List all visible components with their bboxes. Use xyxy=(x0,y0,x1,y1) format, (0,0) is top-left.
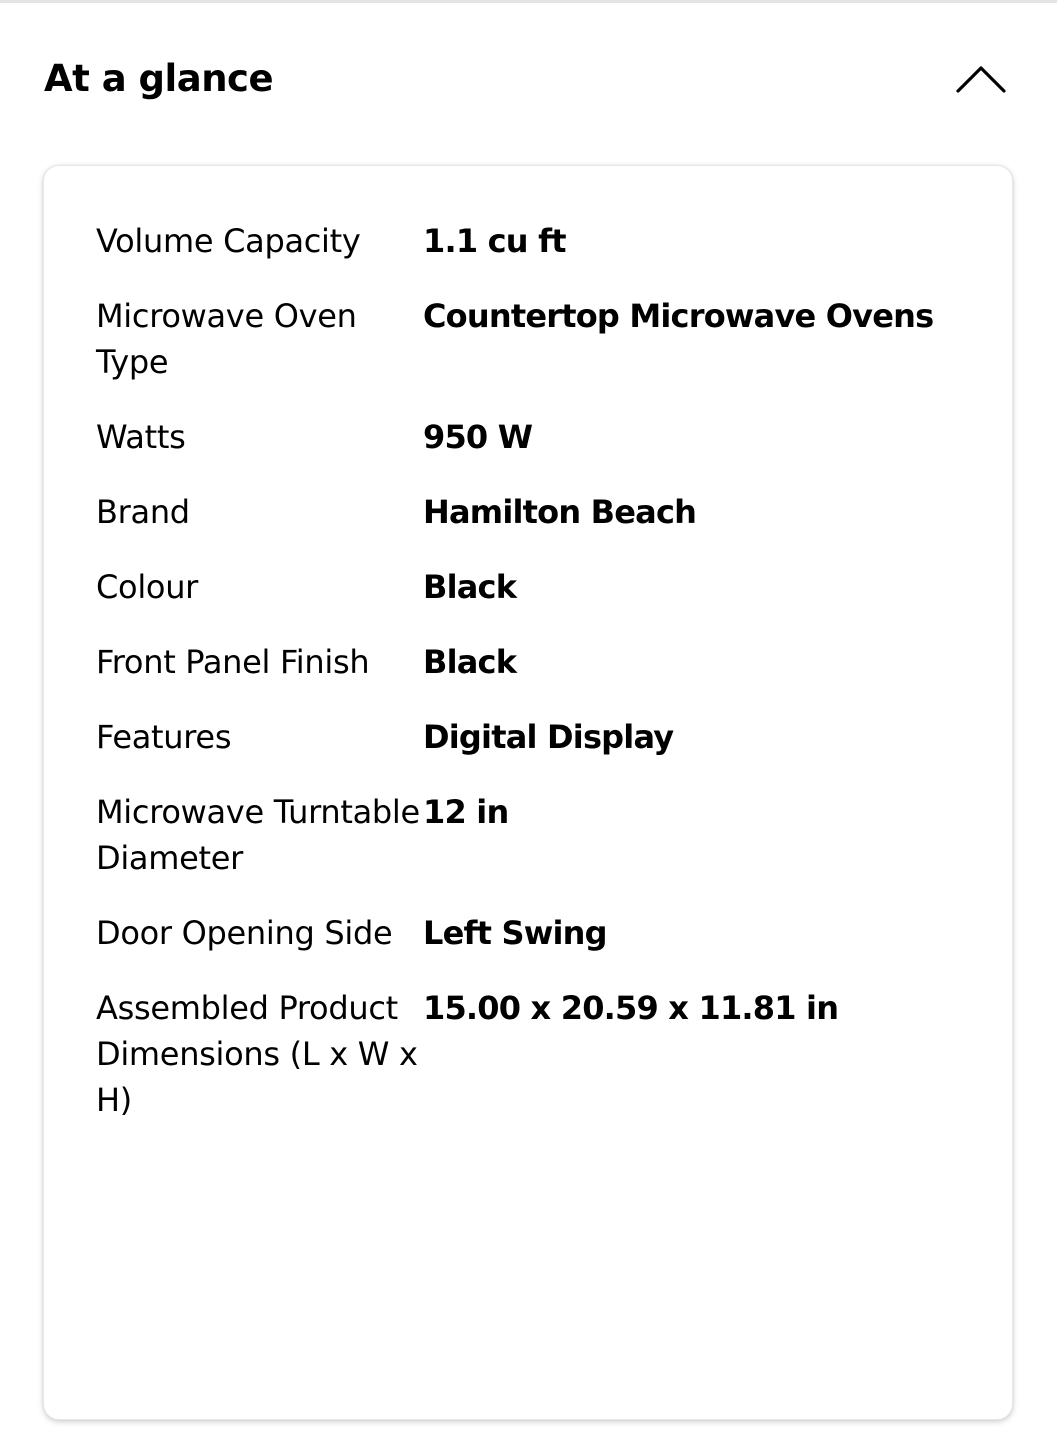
spec-row-assembled-dimensions xyxy=(96,985,992,1123)
specifications-card xyxy=(43,165,1013,1420)
spec-row-door-opening-side xyxy=(96,910,992,956)
spec-value: 950 W xyxy=(423,418,533,456)
spec-row-front-panel-finish xyxy=(96,639,992,685)
section-header[interactable] xyxy=(0,3,1057,155)
spec-label: Microwave Turntable Diameter xyxy=(96,793,420,877)
chevron-up-icon xyxy=(955,64,1007,94)
spec-value: Hamilton Beach xyxy=(423,493,697,531)
spec-row-microwave-oven-type xyxy=(96,293,992,385)
spec-value: Countertop Microwave Ovens xyxy=(423,297,934,335)
spec-label: Front Panel Finish xyxy=(96,643,370,681)
spec-row-brand xyxy=(96,489,992,535)
collapse-toggle-button[interactable] xyxy=(948,49,1014,109)
spec-value: Black xyxy=(423,643,517,681)
spec-label: Watts xyxy=(96,418,186,456)
spec-label: Assembled Product Dimensions (L x W x H) xyxy=(96,989,418,1119)
spec-label: Colour xyxy=(96,568,199,606)
spec-value: 15.00 x 20.59 x 11.81 in xyxy=(423,989,839,1027)
spec-row-features xyxy=(96,714,992,760)
spec-label: Microwave Oven Type xyxy=(96,297,357,381)
spec-value: Digital Display xyxy=(423,718,674,756)
spec-value: 12 in xyxy=(423,793,509,831)
spec-value: Left Swing xyxy=(423,914,607,952)
spec-row-turntable-diameter xyxy=(96,789,992,881)
spec-label: Brand xyxy=(96,493,190,531)
spec-label: Volume Capacity xyxy=(96,222,361,260)
spec-row-colour xyxy=(96,564,992,610)
spec-row-volume-capacity xyxy=(96,218,992,264)
spec-value: 1.1 cu ft xyxy=(423,222,566,260)
spec-label: Door Opening Side xyxy=(96,914,393,952)
section-title: At a glance xyxy=(44,57,274,100)
spec-row-watts xyxy=(96,414,992,460)
spec-label: Features xyxy=(96,718,232,756)
spec-value: Black xyxy=(423,568,517,606)
